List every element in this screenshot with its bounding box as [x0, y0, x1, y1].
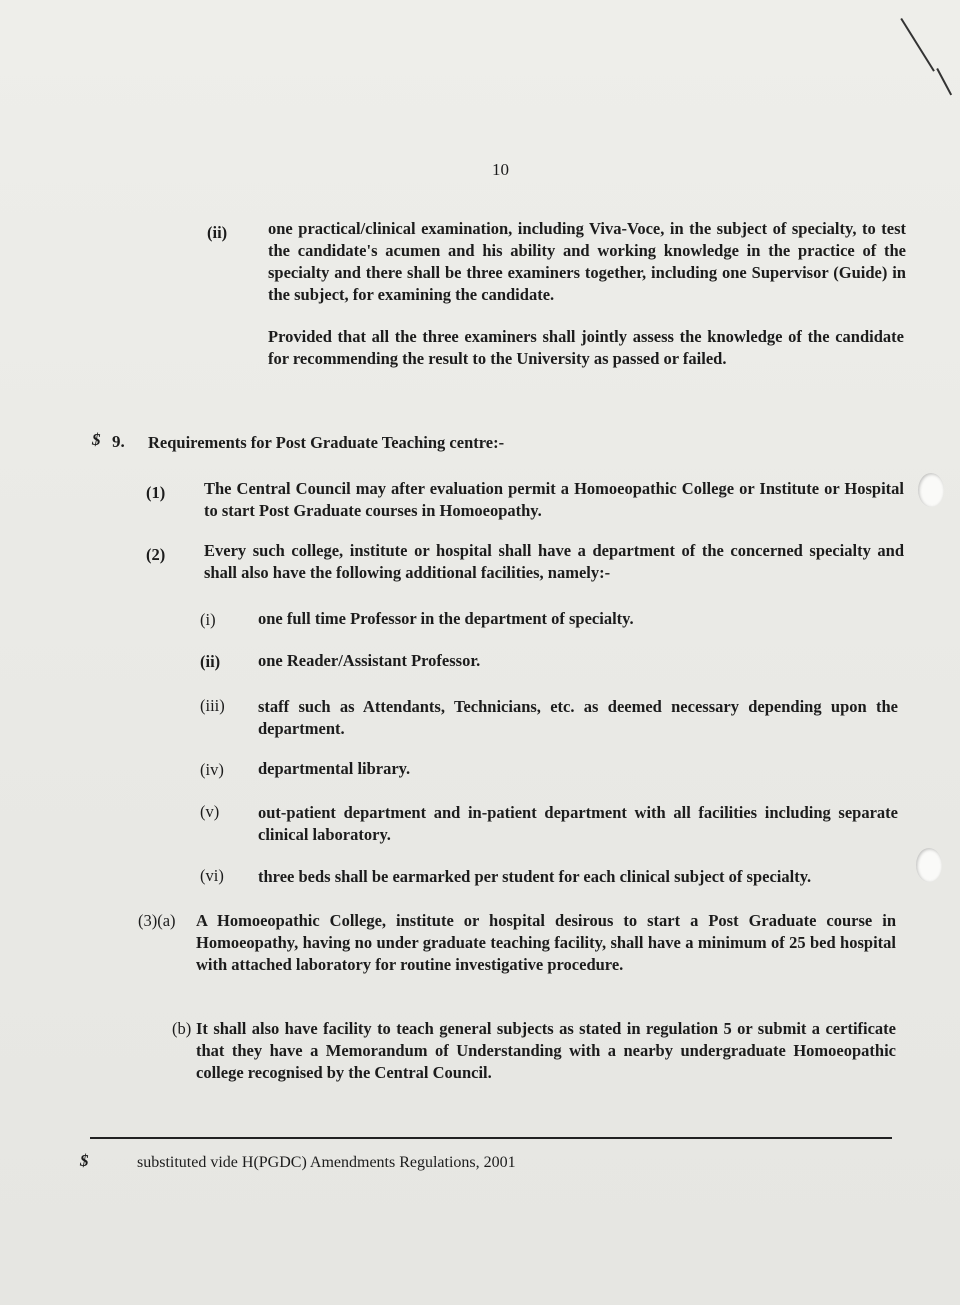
- page-number: 10: [492, 160, 509, 179]
- punch-hole-top: [918, 473, 944, 507]
- clause-3a-text: A Homoeopathic College, institute or hospital desirous to start a Post Graduate course in Homoeopathy, having no under graduate teaching facility, shall have a minimum of 25 bed hospital with attached laboratory for routine investigative procedure.: [196, 911, 896, 974]
- sub-item-number: (vi): [200, 866, 224, 885]
- clause-3b-text: It shall also have facility to teach general subjects as stated in regulation 5 or submit a certificate that they have a Memorandum of Understanding with a nearby undergraduate Homoeopathic college recognised by the Central Council.: [196, 1019, 896, 1082]
- pen-mark: [901, 18, 935, 71]
- clause-3a-number: (3)(a): [138, 911, 176, 930]
- sub-item-text: out-patient department and in-patient department with all facilities including separate clinical laboratory.: [258, 803, 898, 844]
- sub-item-number: (iii): [200, 696, 225, 715]
- proviso-text: Provided that all the three examiners shall jointly assess the knowledge of the candidate for recommending the result to the University as passed or failed.: [268, 327, 904, 368]
- item-ii-number: (ii): [207, 223, 228, 242]
- pen-mark: [937, 68, 952, 95]
- sub-item-text: one Reader/Assistant Professor.: [258, 651, 481, 670]
- sub-item-number: (iv): [200, 760, 224, 779]
- sub-item-text: one full time Professor in the department of specialty.: [258, 609, 634, 628]
- footnote-text: substituted vide H(PGDC) Amendments Regulations, 2001: [137, 1154, 516, 1171]
- sub-item-text: departmental library.: [258, 759, 411, 778]
- clause-1-number: (1): [146, 483, 166, 502]
- sub-item-text: three beds shall be earmarked per student for each clinical subject of specialty.: [258, 867, 812, 886]
- sub-item-number: (v): [200, 802, 220, 821]
- footnote-marker: $: [80, 1151, 89, 1170]
- section-heading: Requirements for Post Graduate Teaching centre:-: [148, 433, 505, 452]
- section-number: 9.: [112, 432, 125, 451]
- sub-item-number: (i): [200, 610, 216, 629]
- sub-item-number: (ii): [200, 652, 221, 671]
- clause-2-text: Every such college, institute or hospital shall have a department of the concerned specialty and shall also have the following additional facilities, namely:-: [204, 541, 904, 582]
- clause-1-text: The Central Council may after evaluation permit a Homoeopathic College or Institute or Hospital to start Post Graduate courses in Homoeopathy.: [204, 479, 904, 520]
- punch-hole-bottom: [916, 848, 942, 882]
- clause-3b-number: (b): [172, 1019, 192, 1038]
- sub-item-text: staff such as Attendants, Technicians, etc. as deemed necessary depending upon the department.: [258, 697, 898, 738]
- item-ii-text: one practical/clinical examination, including Viva-Voce, in the subject of specialty, to test the candidate's acumen and his ability and working knowledge in the practice of the specialty and there shall be three examiners together, including one Supervisor (Guide) in the subject, for examining the candidate.: [268, 219, 906, 304]
- amendment-marker: $: [92, 430, 101, 449]
- footnote-divider: [90, 1137, 892, 1139]
- clause-2-number: (2): [146, 545, 166, 564]
